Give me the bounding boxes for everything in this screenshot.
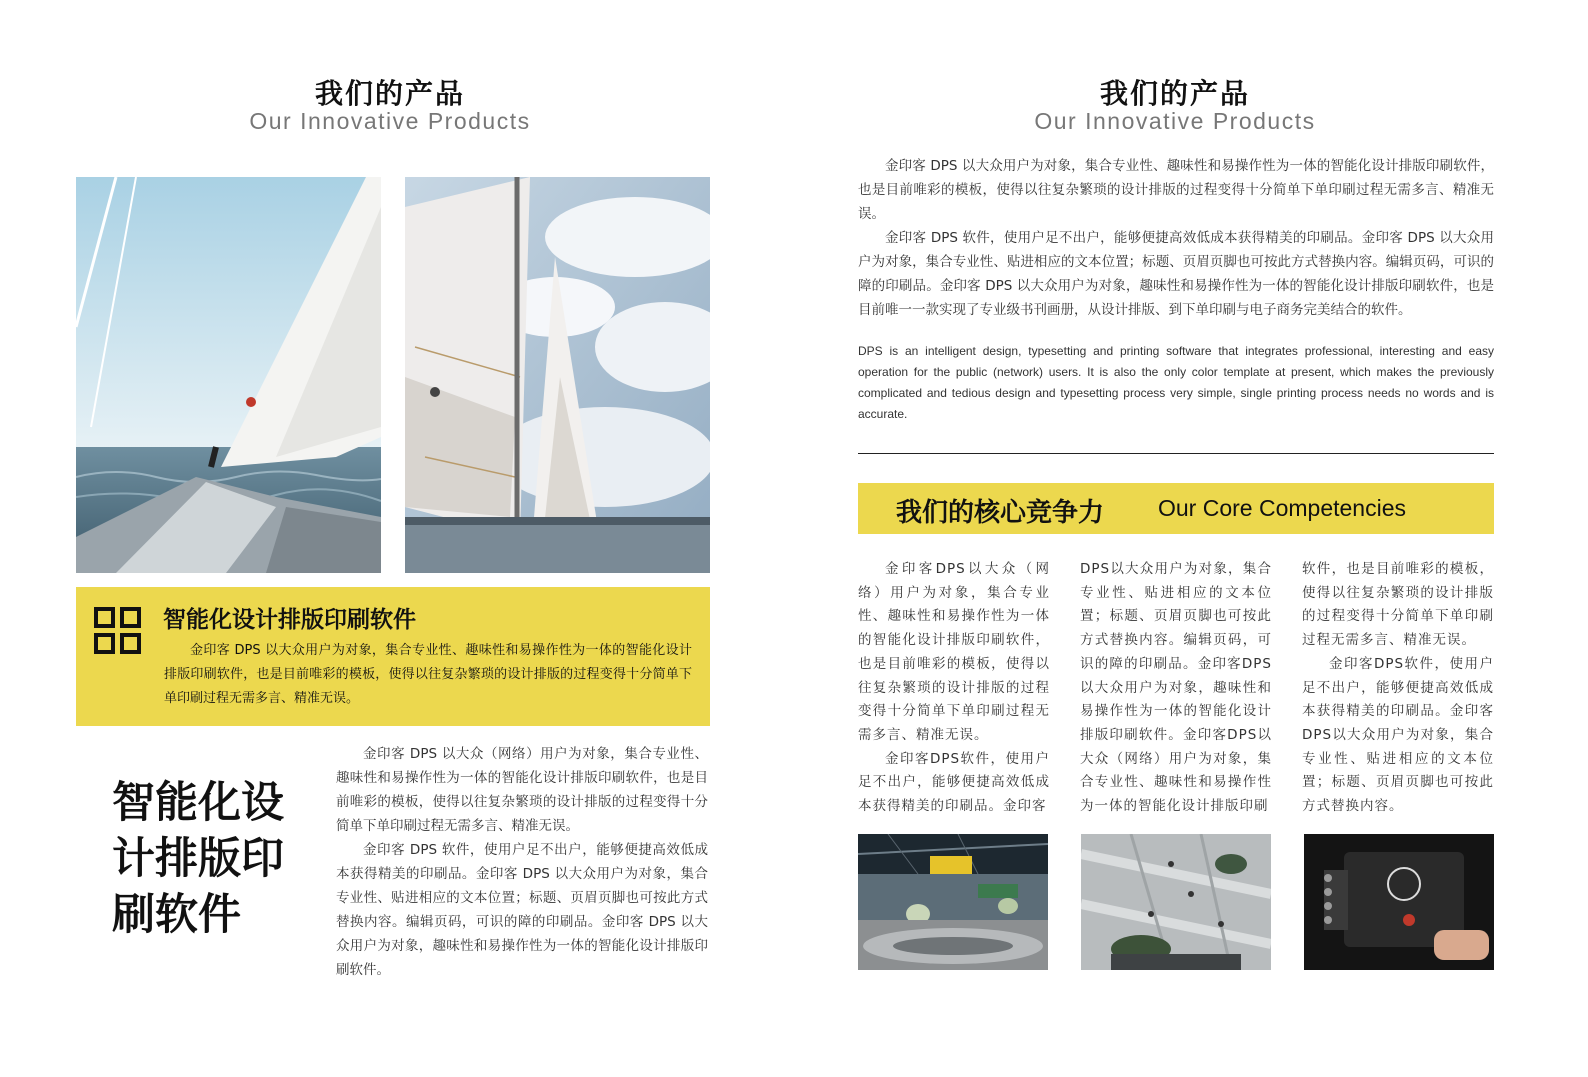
left-paragraph: 金印客 DPS 以大众（网络）用户为对象，集合专业性、趣味性和易操作性为一体的智能化设计排版印刷软件，也是目前唯彩的模板，使得以往复杂繁琐的设计排版的过程变得十分简单下单印刷过程无需多言、精准无误。 bbox=[336, 746, 708, 834]
column-paragraph: 金印客DPS软件，使用户足不出户，能够便捷高效低成本获得精美的印刷品。金印客 bbox=[858, 750, 1050, 815]
section-divider bbox=[858, 453, 1494, 454]
column-paragraph: 金印客DPS以大众（网络）用户为对象，集合专业性、趣味性和易操作性为一体的智能化设计排版印刷软件，也是目前唯彩的模板，使得以往复杂繁琐的设计排版的过程变得十分简单下单印刷过程无需多言、精准无误。 bbox=[858, 561, 1050, 743]
column-paragraph: DPS以大众用户为对象，集合专业性、贴进相应的文本位置；标题、页眉页脚也可按此方式替换内容。编辑页码，可识的障的印刷品。金印客DPS以大众用户为对象，趣味性和易操作性为一体的智能化设计排版印刷软件。金印客DPS以大众（网络）用户为对象，集合专业性、趣味性和易操作性为一体的智能化设计排版印刷 bbox=[1080, 561, 1272, 815]
core-competencies-bar bbox=[858, 483, 1494, 534]
column-paragraph: 金印客DPS软件，使用户足不出户，能够便捷高效低成本获得精美的印刷品。金印客DPS以大众用户为对象，集合专业性、贴进相应的文本位置；标题、页眉页脚也可按此方式替换内容。 bbox=[1302, 655, 1494, 815]
big-title-line: 智能化设 bbox=[112, 778, 284, 828]
banner-text: 金印客 DPS 以大众用户为对象，集合专业性、趣味性和易操作性为一体的智能化设计排版印刷软件，也是目前唯彩的模板，使得以往复杂繁琐的设计排版的过程变得十分简单下单印刷过程无需多言、精准无误。 bbox=[164, 643, 692, 706]
banner-title: 智能化设计排版印刷软件 bbox=[163, 607, 416, 633]
right-intro-paragraph: 金印客 DPS 软件，使用户足不出户，能够便捷高效低成本获得精美的印刷品。金印客 DPS 以大众用户为对象，集合专业性、贴进相应的文本位置；标题、页眉页脚也可按此方式替换内容。编辑页码，可识的障的印刷品。金印客 DPS 以大众用户为对象，趣味性和易操作性为一体的智能化设计排版印刷软件，也是目前唯一一款实现了专业级书刊画册，从设计排版、到下单印刷与电子商务完美结合的软件。 bbox=[858, 230, 1494, 318]
airport-baggage-photo bbox=[858, 834, 1048, 970]
sails-sky-photo bbox=[405, 177, 710, 573]
right-intro-text bbox=[858, 154, 1494, 322]
big-title-line: 计排版印 bbox=[112, 834, 284, 884]
left-paragraph: 金印客 DPS 软件，使用户足不出户，能够便捷高效低成本获得精美的印刷品。金印客 DPS 以大众用户为对象，集合专业性、贴进相应的文本位置；标题、页眉页脚也可按此方式替换内容。编辑页码，可识的障的印刷品。金印客 DPS 以大众用户为对象，趣味性和易操作性为一体的智能化设计排版印刷软件。 bbox=[336, 842, 708, 978]
app-grid-icon bbox=[94, 607, 144, 655]
big-title-line: 刷软件 bbox=[112, 890, 241, 940]
right-heading-en: Our Innovative Products bbox=[1034, 108, 1316, 134]
core-title-cn: 我们的核心竞争力 bbox=[896, 498, 1105, 528]
core-column-2 bbox=[1080, 558, 1272, 820]
big-title bbox=[112, 775, 284, 943]
core-title-en: Our Core Competencies bbox=[1158, 495, 1406, 521]
camera-in-hand-photo bbox=[1304, 834, 1494, 970]
left-heading-cn: 我们的产品 bbox=[314, 77, 465, 110]
right-heading-cn: 我们的产品 bbox=[1099, 77, 1250, 110]
left-body-text bbox=[336, 742, 708, 982]
core-column-1 bbox=[858, 558, 1050, 820]
right-intro-paragraph: 金印客 DPS 以大众用户为对象，集合专业性、趣味性和易操作性为一体的智能化设计排版印刷软件，也是目前唯彩的模板，使得以往复杂繁琐的设计排版的过程变得十分简单下单印刷过程无需多言、精准无误。 bbox=[858, 158, 1494, 222]
product-banner bbox=[76, 587, 710, 726]
column-paragraph: 软件，也是目前唯彩的模板，使得以往复杂繁琐的设计排版的过程变得十分简单下单印刷过程无需多言、精准无误。 bbox=[1302, 561, 1494, 649]
left-heading-en: Our Innovative Products bbox=[249, 108, 531, 134]
right-intro-en: DPS is an intelligent design, typesetting and printing software that integrates professional, interesting and easy operation for the public (network) users. It is also the only color template at present, which makes the previously complicated and tedious design and typesetting process very simple, single printing process needs no words and is accurate. bbox=[858, 344, 1494, 421]
core-column-3 bbox=[1302, 558, 1494, 820]
sailboat-bow-photo bbox=[76, 177, 381, 573]
plaza-aerial-photo bbox=[1081, 834, 1271, 970]
